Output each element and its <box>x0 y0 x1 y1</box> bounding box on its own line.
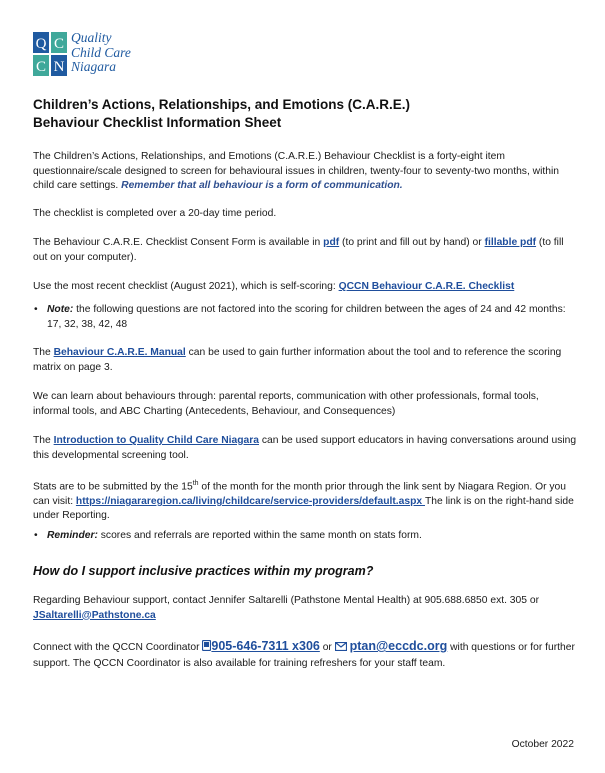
consent-after-text: (to fill out on your computer). <box>33 237 564 263</box>
intro-text: The Children’s Actions, Relationships, and Emotions (C.A.R.E.) Behaviour Checklist is a forty-eight item questionnaire/scale designed to screen for behavioural issues in children, twenty-four to seventy-two months, within child care settings. <box>33 151 559 191</box>
consent-paragraph <box>33 236 578 265</box>
introduction-after-text: can be used support educators in having conversations around using this developmental screening tool. <box>33 435 577 461</box>
note-bullet <box>33 303 578 332</box>
manual-link[interactable]: Behaviour C.A.R.E. Manual <box>53 347 186 358</box>
note-label: Note: <box>47 304 74 315</box>
document-date: October 2022 <box>511 739 574 750</box>
period-paragraph: The checklist is completed over a 20-day time period. <box>33 208 277 219</box>
logo-line-3: Niagara <box>71 59 117 74</box>
learn-paragraph: We can learn about behaviours through: parental reports, communication with other professionals, formal tools, informal tools, and ABC Charting (Antecedents, Behaviour, and Consequences) <box>33 391 539 417</box>
connect-paragraph <box>33 638 578 672</box>
svg-text:N: N <box>53 59 65 75</box>
bullet-icon: • <box>34 304 38 315</box>
logo-line-1: Quality <box>71 30 112 45</box>
logo-wordmark <box>71 31 131 75</box>
stats-text: Stats are to be submitted by the 15 <box>33 481 193 493</box>
qccn-logo-icon <box>33 32 67 76</box>
svg-text:Q: Q <box>35 36 47 52</box>
recent-text: Use the most recent checklist (August 2021), which is self-scoring: <box>33 281 339 292</box>
reminder-bullet <box>33 529 578 544</box>
fillable-pdf-link[interactable]: fillable pdf <box>484 237 537 248</box>
logo-line-2: Child Care <box>71 44 131 60</box>
intro-emphasis: Remember that all behaviour is a form of communication. <box>121 180 403 191</box>
consent-text: The Behaviour C.A.R.E. Checklist Consent Form is available in <box>33 237 324 248</box>
qccn-logo <box>33 31 153 77</box>
bullet-icon: • <box>34 530 38 541</box>
stats-paragraph <box>33 477 578 524</box>
reminder-label: Reminder: <box>47 530 98 541</box>
pdf-link[interactable]: pdf <box>323 237 340 248</box>
connect-text: Connect with the QCCN Coordinator <box>33 642 203 653</box>
manual-paragraph <box>33 346 578 375</box>
introduction-link[interactable]: Introduction to Quality Child Care Niagara <box>53 435 259 446</box>
stats-middle-text: of the month for the month prior through the link sent by Niagara Region. Or you can visit: <box>33 481 567 507</box>
stats-after-text: The link is on the right-hand side under Reporting. <box>33 495 574 522</box>
intro-paragraph <box>33 150 578 194</box>
manual-after-text: can be used to gain further information about the tool and to reference the scoring matrix on page 3. <box>33 347 562 373</box>
section-heading: How do I support inclusive practices within my program? <box>33 564 374 578</box>
coordinator-phone-link[interactable]: 905-646-7311 x306 <box>211 639 320 653</box>
pathstone-email-link[interactable]: JSaltarelli@Pathstone.ca <box>33 609 156 621</box>
recent-paragraph <box>33 280 578 295</box>
note-text: the following questions are not factored into the scoring for children between the ages of 24 and 42 months: 17, 32, 38, 42, 48 <box>47 304 566 330</box>
email-icon <box>335 642 347 651</box>
title-line-1: Children’s Actions, Relationships, and Emotions (C.A.R.E.) <box>33 97 411 112</box>
title-line-2: Behaviour Checklist Information Sheet <box>33 115 282 130</box>
manual-before-text: The <box>33 347 54 358</box>
svg-text:C: C <box>53 36 65 52</box>
checklist-link[interactable]: QCCN Behaviour C.A.R.E. Checklist <box>338 281 515 292</box>
support-text: Regarding Behaviour support, contact Jennifer Saltarelli (Pathstone Mental Health) at 905.688.6850 ext. 305 or <box>33 595 540 606</box>
support-paragraph <box>33 594 578 623</box>
reminder-text: scores and referrals are reported within the same month on stats form. <box>97 530 422 541</box>
introduction-paragraph <box>33 434 578 463</box>
connect-after-text: with questions or for further support. The QCCN Coordinator is also available for training refreshers for your staff team. <box>33 642 575 669</box>
consent-middle-text: (to print and fill out by hand) or <box>339 237 485 248</box>
coordinator-email-link[interactable]: ptan@eccdc.org <box>349 639 448 653</box>
connect-or-text: or <box>319 642 335 653</box>
page-title <box>33 96 410 132</box>
niagara-region-link[interactable]: https://niagararegion.ca/living/childcare/service-providers/default.aspx <box>75 495 425 507</box>
introduction-before-text: The <box>33 435 54 446</box>
svg-text:C: C <box>35 59 47 75</box>
stats-superscript: th <box>192 480 199 487</box>
